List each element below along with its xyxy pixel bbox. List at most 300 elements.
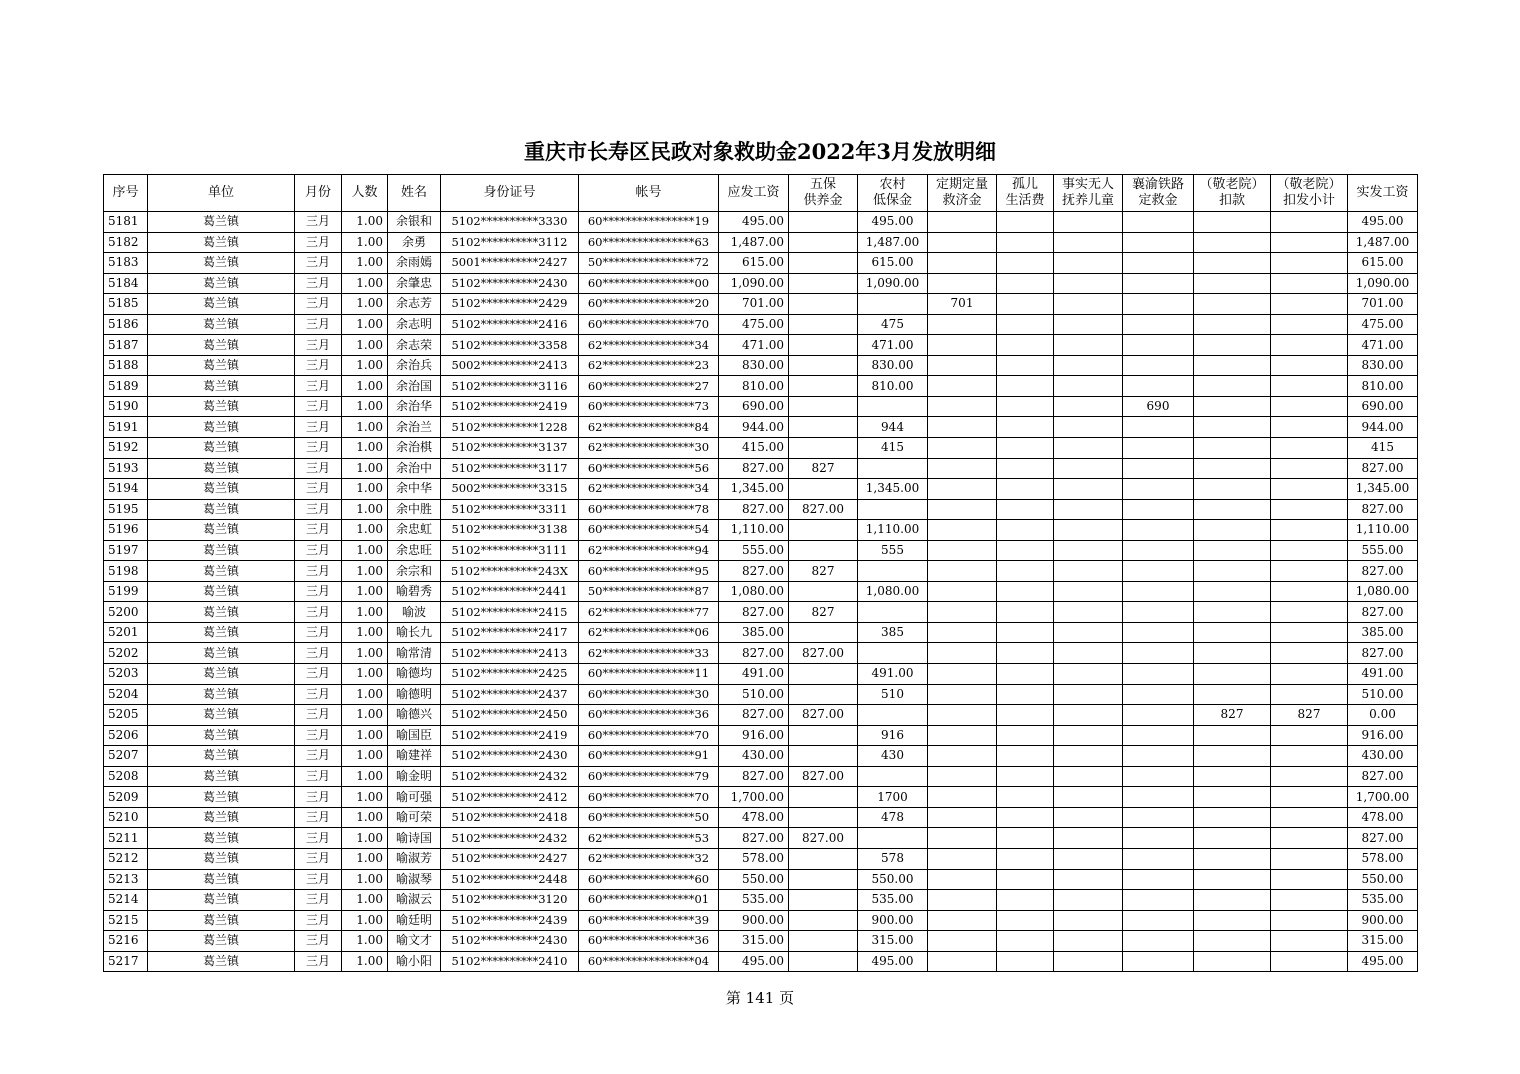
cell-unsupported-child: [1054, 273, 1123, 294]
cell-account: 60****************63: [579, 232, 719, 253]
cell-dingqi: [928, 314, 997, 335]
cell-deduction: [1194, 520, 1271, 541]
cell-unit: 葛兰镇: [148, 561, 295, 582]
cell-month: 三月: [295, 848, 342, 869]
cell-deduction: [1194, 664, 1271, 685]
cell-id-number: 5102**********3120: [441, 890, 579, 911]
cell-unit: 葛兰镇: [148, 499, 295, 520]
cell-seq: 5199: [104, 581, 148, 602]
cell-actual-pay: 478.00: [1348, 807, 1418, 828]
cell-deduction-subtotal: [1271, 910, 1348, 931]
cell-actual-pay: 827.00: [1348, 602, 1418, 623]
cell-dibao: [858, 602, 928, 623]
cell-seq: 5195: [104, 499, 148, 520]
cell-dingqi: [928, 705, 997, 726]
cell-unsupported-child: [1054, 335, 1123, 356]
cell-wubao: [789, 273, 858, 294]
cell-orphan: [997, 643, 1054, 664]
cell-id-number: 5102**********3116: [441, 376, 579, 397]
table-row: [104, 273, 1418, 294]
cell-count: 1.00: [342, 479, 388, 500]
cell-wubao: 827.00: [789, 828, 858, 849]
table-row: [104, 355, 1418, 376]
cell-dibao: 478: [858, 807, 928, 828]
cell-deduction: [1194, 622, 1271, 643]
cell-account: 62****************34: [579, 335, 719, 356]
table-row: [104, 479, 1418, 500]
cell-unsupported-child: [1054, 664, 1123, 685]
cell-dibao: 550.00: [858, 869, 928, 890]
cell-orphan: [997, 664, 1054, 685]
table-row: [104, 705, 1418, 726]
cell-dibao: [858, 499, 928, 520]
cell-deduction: [1194, 212, 1271, 233]
cell-orphan: [997, 890, 1054, 911]
cell-month: 三月: [295, 335, 342, 356]
cell-due-pay: 827.00: [719, 561, 789, 582]
cell-dibao: 1,090.00: [858, 273, 928, 294]
cell-orphan: [997, 951, 1054, 972]
table-row: [104, 540, 1418, 561]
header-id-number: 身份证号: [441, 175, 579, 212]
cell-unit: 葛兰镇: [148, 869, 295, 890]
table-row: [104, 581, 1418, 602]
cell-wubao: [789, 787, 858, 808]
cell-dingqi: [928, 581, 997, 602]
cell-actual-pay: 900.00: [1348, 910, 1418, 931]
cell-xiangyu-railway: [1123, 212, 1194, 233]
cell-dingqi: [928, 787, 997, 808]
cell-wubao: [789, 479, 858, 500]
cell-count: 1.00: [342, 417, 388, 438]
cell-count: 1.00: [342, 890, 388, 911]
cell-count: 1.00: [342, 848, 388, 869]
cell-dibao: 495.00: [858, 212, 928, 233]
cell-name: 喻可强: [388, 787, 441, 808]
cell-id-number: 5102**********2450: [441, 705, 579, 726]
cell-name: 余治兵: [388, 355, 441, 376]
cell-dibao: 471.00: [858, 335, 928, 356]
table-row: [104, 602, 1418, 623]
cell-deduction: [1194, 253, 1271, 274]
cell-name: 余志明: [388, 314, 441, 335]
cell-id-number: 5102**********2413: [441, 643, 579, 664]
cell-unit: 葛兰镇: [148, 376, 295, 397]
cell-count: 1.00: [342, 520, 388, 541]
cell-deduction-subtotal: [1271, 581, 1348, 602]
cell-actual-pay: 944.00: [1348, 417, 1418, 438]
cell-orphan: [997, 253, 1054, 274]
cell-month: 三月: [295, 314, 342, 335]
cell-name: 余中胜: [388, 499, 441, 520]
cell-orphan: [997, 848, 1054, 869]
cell-orphan: [997, 602, 1054, 623]
cell-unit: 葛兰镇: [148, 273, 295, 294]
cell-wubao: [789, 931, 858, 952]
cell-dibao: 475: [858, 314, 928, 335]
cell-actual-pay: 510.00: [1348, 684, 1418, 705]
cell-due-pay: 578.00: [719, 848, 789, 869]
cell-id-number: 5001**********2427: [441, 253, 579, 274]
cell-seq: 5197: [104, 540, 148, 561]
cell-xiangyu-railway: [1123, 458, 1194, 479]
cell-deduction-subtotal: [1271, 499, 1348, 520]
cell-deduction: [1194, 355, 1271, 376]
header-month: 月份: [295, 175, 342, 212]
cell-dingqi: [928, 643, 997, 664]
cell-unit: 葛兰镇: [148, 684, 295, 705]
cell-seq: 5182: [104, 232, 148, 253]
cell-account: 62****************84: [579, 417, 719, 438]
cell-deduction: [1194, 684, 1271, 705]
cell-wubao: [789, 725, 858, 746]
cell-orphan: [997, 684, 1054, 705]
cell-month: 三月: [295, 766, 342, 787]
cell-xiangyu-railway: [1123, 499, 1194, 520]
cell-unit: 葛兰镇: [148, 581, 295, 602]
cell-name: 喻廷明: [388, 910, 441, 931]
cell-xiangyu-railway: [1123, 890, 1194, 911]
cell-actual-pay: 827.00: [1348, 499, 1418, 520]
cell-month: 三月: [295, 355, 342, 376]
cell-id-number: 5102**********2410: [441, 951, 579, 972]
cell-month: 三月: [295, 294, 342, 315]
cell-name: 余志荣: [388, 335, 441, 356]
cell-deduction-subtotal: [1271, 458, 1348, 479]
cell-xiangyu-railway: [1123, 931, 1194, 952]
table-row: [104, 951, 1418, 972]
cell-orphan: [997, 725, 1054, 746]
cell-dibao: 430: [858, 746, 928, 767]
cell-id-number: 5102**********3138: [441, 520, 579, 541]
cell-due-pay: 495.00: [719, 212, 789, 233]
cell-actual-pay: 315.00: [1348, 931, 1418, 952]
cell-account: 60****************73: [579, 396, 719, 417]
cell-month: 三月: [295, 931, 342, 952]
cell-name: 余治棋: [388, 438, 441, 459]
cell-id-number: 5002**********2413: [441, 355, 579, 376]
cell-deduction-subtotal: [1271, 212, 1348, 233]
cell-deduction: [1194, 746, 1271, 767]
cell-wubao: [789, 869, 858, 890]
cell-id-number: 5102**********3311: [441, 499, 579, 520]
table-row: [104, 725, 1418, 746]
cell-unit: 葛兰镇: [148, 725, 295, 746]
cell-deduction: [1194, 787, 1271, 808]
cell-unsupported-child: [1054, 561, 1123, 582]
cell-unsupported-child: [1054, 910, 1123, 931]
cell-deduction: [1194, 602, 1271, 623]
cell-month: 三月: [295, 787, 342, 808]
cell-name: 余雨嫣: [388, 253, 441, 274]
cell-seq: 5211: [104, 828, 148, 849]
cell-month: 三月: [295, 458, 342, 479]
cell-month: 三月: [295, 602, 342, 623]
cell-name: 喻小阳: [388, 951, 441, 972]
cell-deduction-subtotal: [1271, 253, 1348, 274]
cell-actual-pay: 1,080.00: [1348, 581, 1418, 602]
cell-dibao: 944: [858, 417, 928, 438]
cell-month: 三月: [295, 622, 342, 643]
cell-unsupported-child: [1054, 458, 1123, 479]
cell-month: 三月: [295, 212, 342, 233]
cell-deduction-subtotal: [1271, 602, 1348, 623]
cell-month: 三月: [295, 725, 342, 746]
cell-deduction-subtotal: [1271, 232, 1348, 253]
table-row: [104, 417, 1418, 438]
cell-deduction-subtotal: [1271, 951, 1348, 972]
cell-dingqi: [928, 807, 997, 828]
cell-count: 1.00: [342, 499, 388, 520]
header-dibao: 农村 低保金: [858, 175, 928, 212]
cell-id-number: 5102**********2425: [441, 664, 579, 685]
cell-seq: 5193: [104, 458, 148, 479]
cell-actual-pay: 1,700.00: [1348, 787, 1418, 808]
cell-dingqi: [928, 396, 997, 417]
cell-name: 喻淑芳: [388, 848, 441, 869]
cell-id-number: 5102**********243X: [441, 561, 579, 582]
cell-unsupported-child: [1054, 417, 1123, 438]
cell-xiangyu-railway: [1123, 602, 1194, 623]
cell-deduction: [1194, 910, 1271, 931]
cell-wubao: 827: [789, 561, 858, 582]
table-row: [104, 458, 1418, 479]
cell-dibao: 1700: [858, 787, 928, 808]
cell-name: 余忠旺: [388, 540, 441, 561]
cell-seq: 5206: [104, 725, 148, 746]
cell-id-number: 5102**********3137: [441, 438, 579, 459]
cell-actual-pay: 1,090.00: [1348, 273, 1418, 294]
cell-dibao: 578: [858, 848, 928, 869]
cell-id-number: 5102**********3117: [441, 458, 579, 479]
cell-xiangyu-railway: [1123, 910, 1194, 931]
cell-dibao: 415: [858, 438, 928, 459]
cell-unsupported-child: [1054, 376, 1123, 397]
cell-id-number: 5102**********2432: [441, 766, 579, 787]
cell-name: 余中华: [388, 479, 441, 500]
cell-account: 60****************54: [579, 520, 719, 541]
cell-orphan: [997, 807, 1054, 828]
header-due-pay: 应发工资: [719, 175, 789, 212]
cell-wubao: [789, 848, 858, 869]
table-row: [104, 294, 1418, 315]
cell-deduction-subtotal: [1271, 684, 1348, 705]
cell-deduction-subtotal: [1271, 355, 1348, 376]
cell-unit: 葛兰镇: [148, 602, 295, 623]
cell-deduction-subtotal: [1271, 725, 1348, 746]
cell-count: 1.00: [342, 314, 388, 335]
cell-orphan: [997, 355, 1054, 376]
table-row: [104, 664, 1418, 685]
cell-orphan: [997, 787, 1054, 808]
table-row: [104, 438, 1418, 459]
cell-due-pay: 315.00: [719, 931, 789, 952]
table-row: [104, 561, 1418, 582]
cell-xiangyu-railway: [1123, 828, 1194, 849]
cell-seq: 5204: [104, 684, 148, 705]
cell-deduction: [1194, 848, 1271, 869]
table-row: [104, 931, 1418, 952]
cell-wubao: [789, 540, 858, 561]
cell-xiangyu-railway: [1123, 664, 1194, 685]
header-count: 人数: [342, 175, 388, 212]
cell-seq: 5189: [104, 376, 148, 397]
cell-dibao: [858, 294, 928, 315]
cell-unit: 葛兰镇: [148, 787, 295, 808]
cell-dingqi: [928, 746, 997, 767]
cell-actual-pay: 827.00: [1348, 643, 1418, 664]
cell-account: 60****************78: [579, 499, 719, 520]
table-row: [104, 643, 1418, 664]
cell-unit: 葛兰镇: [148, 848, 295, 869]
cell-account: 50****************72: [579, 253, 719, 274]
cell-deduction: [1194, 766, 1271, 787]
cell-deduction-subtotal: [1271, 931, 1348, 952]
cell-orphan: [997, 294, 1054, 315]
cell-deduction-subtotal: [1271, 890, 1348, 911]
cell-id-number: 5102**********2430: [441, 931, 579, 952]
cell-name: 喻金明: [388, 766, 441, 787]
cell-deduction: [1194, 479, 1271, 500]
cell-due-pay: 900.00: [719, 910, 789, 931]
cell-id-number: 5102**********3330: [441, 212, 579, 233]
cell-dibao: 1,345.00: [858, 479, 928, 500]
cell-actual-pay: 555.00: [1348, 540, 1418, 561]
cell-due-pay: 1,487.00: [719, 232, 789, 253]
cell-name: 余治国: [388, 376, 441, 397]
cell-dibao: [858, 828, 928, 849]
cell-dingqi: 701: [928, 294, 997, 315]
cell-deduction: [1194, 294, 1271, 315]
cell-month: 三月: [295, 479, 342, 500]
cell-unsupported-child: [1054, 602, 1123, 623]
cell-dingqi: [928, 910, 997, 931]
cell-unsupported-child: [1054, 951, 1123, 972]
cell-due-pay: 550.00: [719, 869, 789, 890]
cell-actual-pay: 550.00: [1348, 869, 1418, 890]
cell-id-number: 5102**********3111: [441, 540, 579, 561]
cell-account: 62****************53: [579, 828, 719, 849]
cell-deduction-subtotal: [1271, 746, 1348, 767]
cell-account: 60****************30: [579, 684, 719, 705]
cell-count: 1.00: [342, 787, 388, 808]
cell-count: 1.00: [342, 294, 388, 315]
cell-account: 62****************30: [579, 438, 719, 459]
cell-id-number: 5102**********3358: [441, 335, 579, 356]
cell-unit: 葛兰镇: [148, 931, 295, 952]
table-row: [104, 212, 1418, 233]
cell-month: 三月: [295, 910, 342, 931]
cell-due-pay: 827.00: [719, 602, 789, 623]
cell-wubao: [789, 890, 858, 911]
cell-due-pay: 827.00: [719, 643, 789, 664]
cell-name: 余忠虹: [388, 520, 441, 541]
cell-count: 1.00: [342, 910, 388, 931]
cell-unsupported-child: [1054, 622, 1123, 643]
cell-deduction-subtotal: [1271, 335, 1348, 356]
cell-orphan: [997, 212, 1054, 233]
cell-dibao: 385: [858, 622, 928, 643]
cell-deduction-subtotal: [1271, 540, 1348, 561]
cell-deduction: [1194, 643, 1271, 664]
cell-seq: 5214: [104, 890, 148, 911]
cell-orphan: [997, 581, 1054, 602]
cell-month: 三月: [295, 499, 342, 520]
cell-due-pay: 430.00: [719, 746, 789, 767]
cell-orphan: [997, 540, 1054, 561]
cell-account: 60****************70: [579, 787, 719, 808]
cell-unsupported-child: [1054, 746, 1123, 767]
cell-name: 余勇: [388, 232, 441, 253]
cell-account: 60****************00: [579, 273, 719, 294]
cell-unsupported-child: [1054, 807, 1123, 828]
cell-month: 三月: [295, 540, 342, 561]
cell-unit: 葛兰镇: [148, 520, 295, 541]
cell-month: 三月: [295, 951, 342, 972]
cell-account: 60****************70: [579, 725, 719, 746]
cell-wubao: [789, 232, 858, 253]
header-orphan: 孤儿 生活费: [997, 175, 1054, 212]
cell-orphan: [997, 520, 1054, 541]
cell-count: 1.00: [342, 869, 388, 890]
cell-due-pay: 478.00: [719, 807, 789, 828]
cell-deduction: [1194, 396, 1271, 417]
table-row: [104, 622, 1418, 643]
cell-id-number: 5102**********3112: [441, 232, 579, 253]
cell-unsupported-child: [1054, 705, 1123, 726]
cell-xiangyu-railway: 690: [1123, 396, 1194, 417]
cell-deduction: [1194, 458, 1271, 479]
cell-deduction-subtotal: [1271, 438, 1348, 459]
cell-dingqi: [928, 458, 997, 479]
cell-seq: 5194: [104, 479, 148, 500]
cell-wubao: [789, 417, 858, 438]
cell-dibao: 491.00: [858, 664, 928, 685]
cell-unit: 葛兰镇: [148, 314, 295, 335]
cell-month: 三月: [295, 520, 342, 541]
cell-unit: 葛兰镇: [148, 807, 295, 828]
cell-count: 1.00: [342, 746, 388, 767]
cell-wubao: 827.00: [789, 705, 858, 726]
cell-seq: 5200: [104, 602, 148, 623]
table-row: [104, 684, 1418, 705]
cell-unsupported-child: [1054, 766, 1123, 787]
cell-actual-pay: 495.00: [1348, 212, 1418, 233]
cell-due-pay: 491.00: [719, 664, 789, 685]
cell-count: 1.00: [342, 931, 388, 952]
cell-actual-pay: 701.00: [1348, 294, 1418, 315]
table-row: [104, 848, 1418, 869]
cell-xiangyu-railway: [1123, 766, 1194, 787]
cell-account: 60****************95: [579, 561, 719, 582]
cell-dingqi: [928, 520, 997, 541]
cell-actual-pay: 810.00: [1348, 376, 1418, 397]
cell-xiangyu-railway: [1123, 438, 1194, 459]
cell-xiangyu-railway: [1123, 705, 1194, 726]
cell-count: 1.00: [342, 273, 388, 294]
cell-seq: 5196: [104, 520, 148, 541]
header-xiangyu-railway: 襄渝铁路 定救金: [1123, 175, 1194, 212]
cell-deduction-subtotal: [1271, 828, 1348, 849]
cell-seq: 5207: [104, 746, 148, 767]
cell-id-number: 5102**********2412: [441, 787, 579, 808]
cell-wubao: [789, 253, 858, 274]
cell-unit: 葛兰镇: [148, 664, 295, 685]
cell-name: 余肇忠: [388, 273, 441, 294]
cell-due-pay: 827.00: [719, 458, 789, 479]
cell-actual-pay: 827.00: [1348, 561, 1418, 582]
cell-due-pay: 495.00: [719, 951, 789, 972]
